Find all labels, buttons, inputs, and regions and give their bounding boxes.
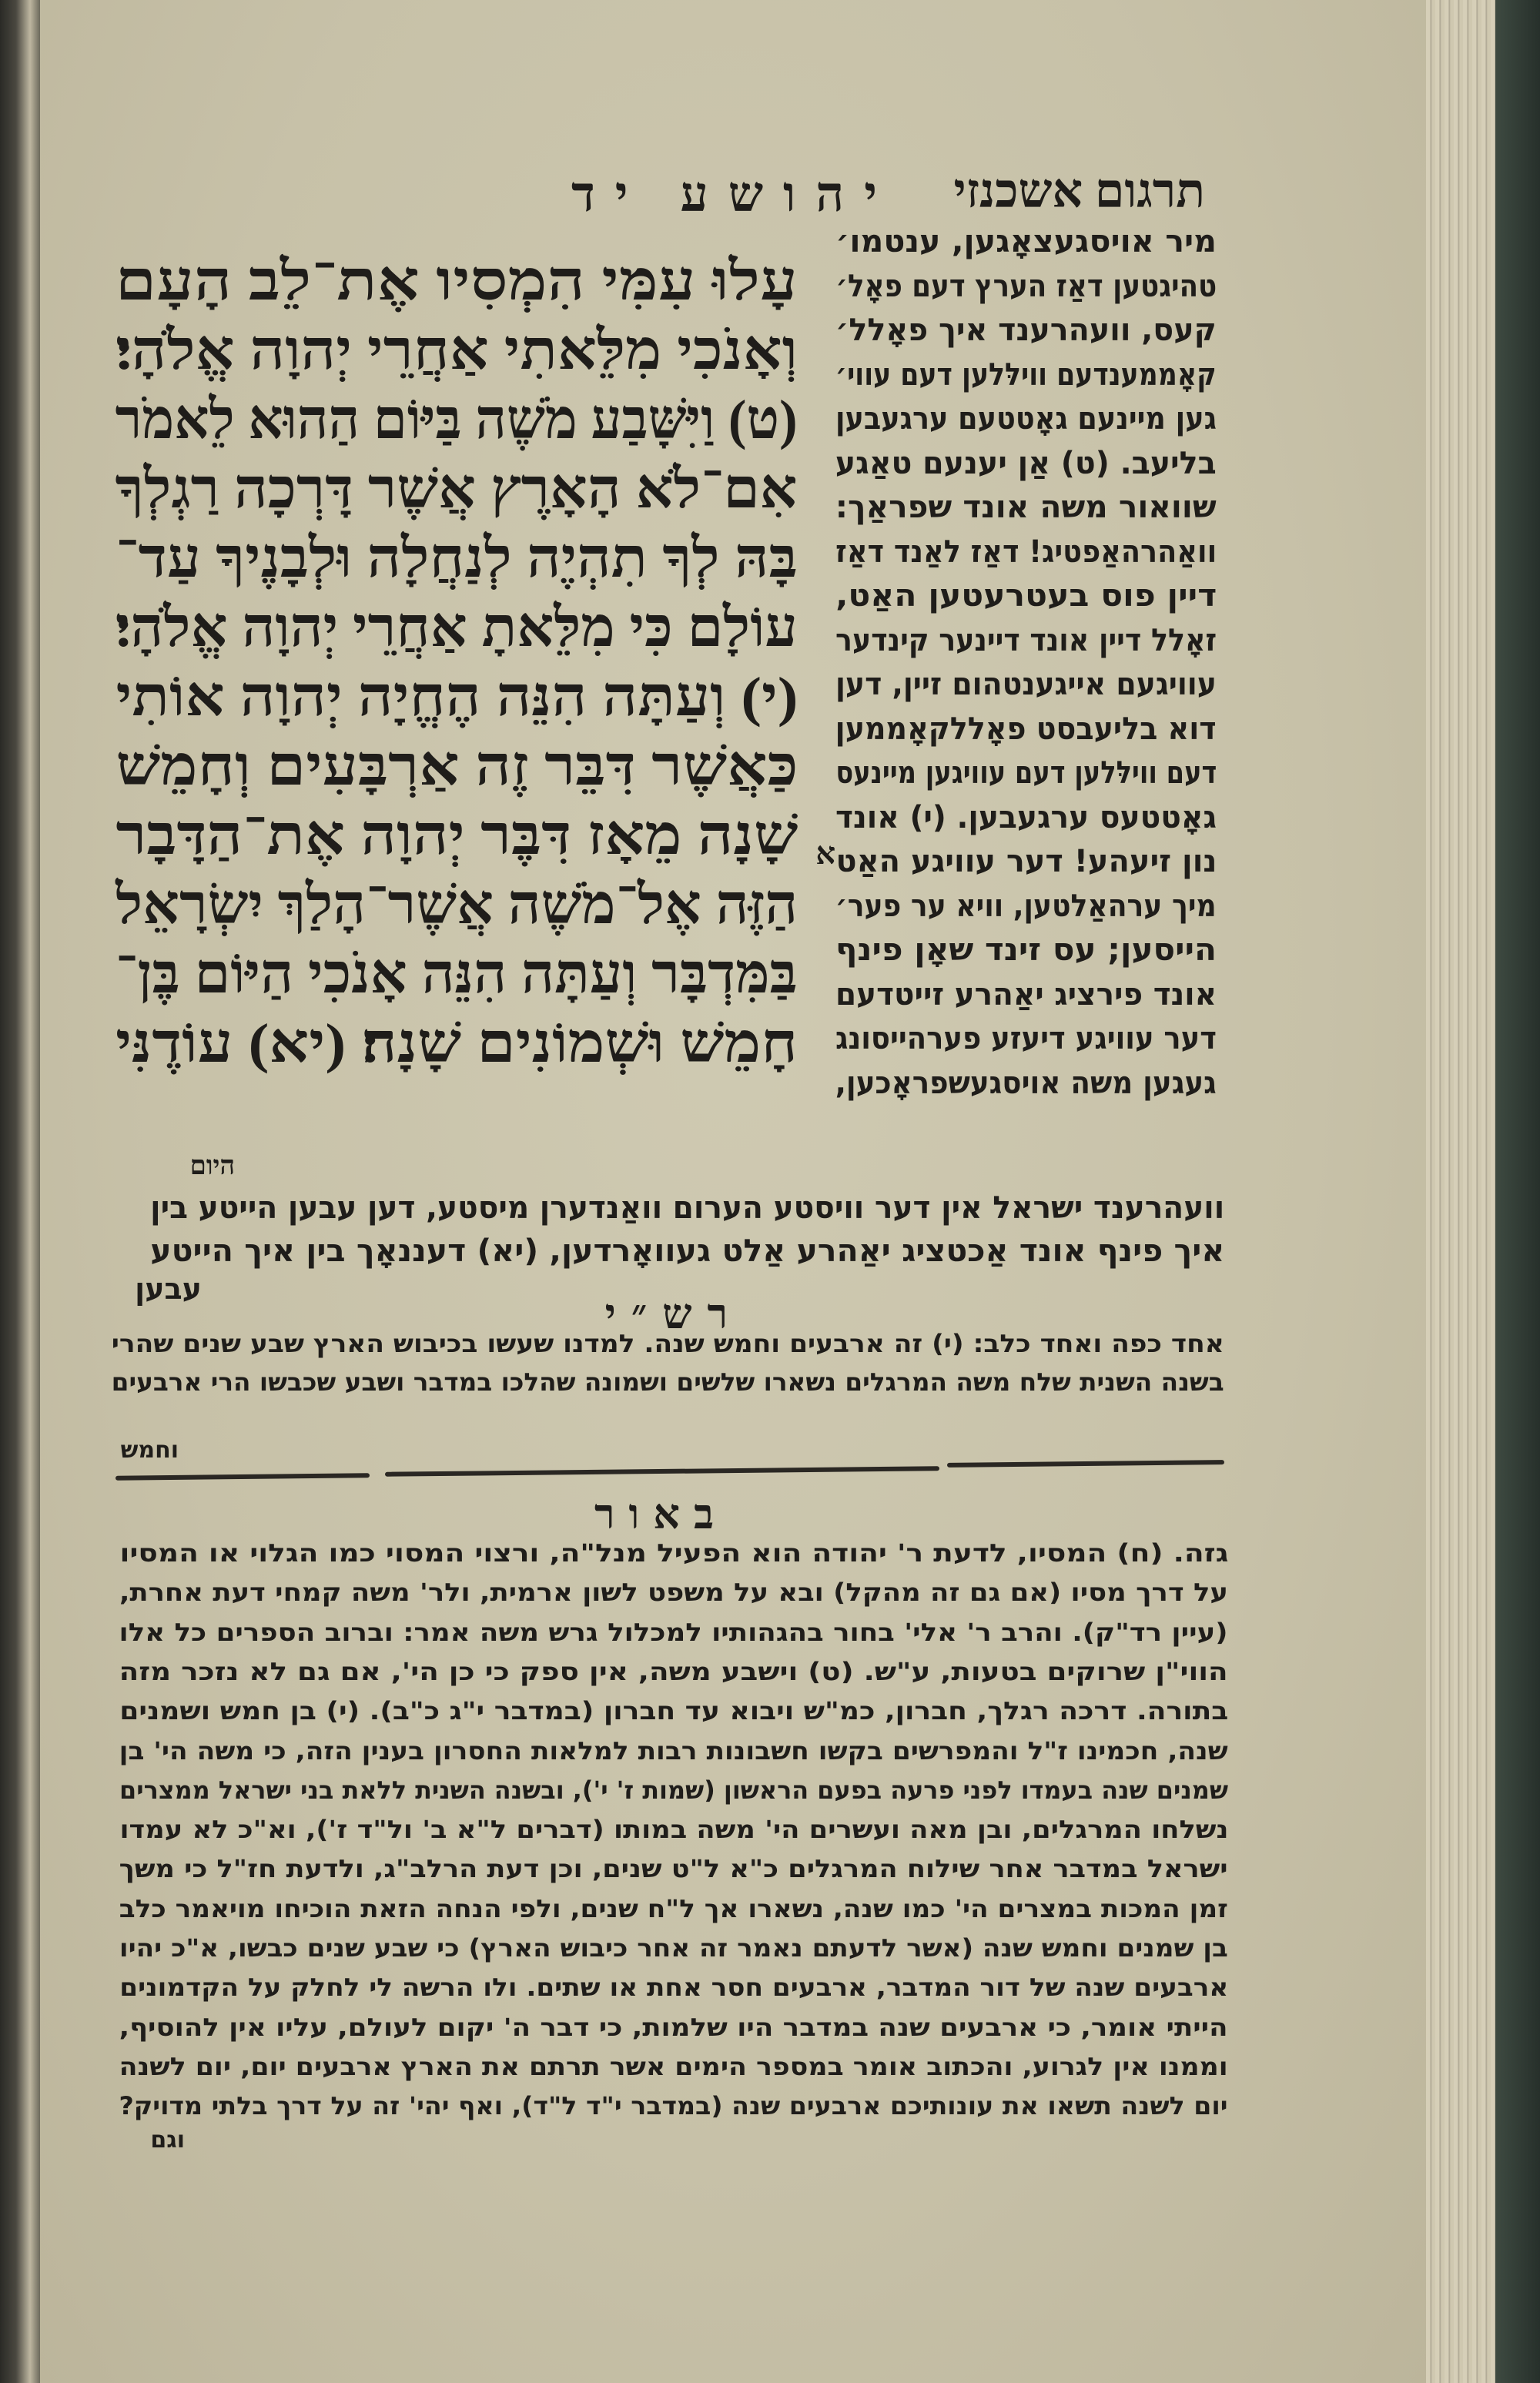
translation-line-text: דיין פוס בעטרעטען האַט,: [835, 578, 1217, 614]
book-gutter-left: [0, 0, 40, 2383]
catchword-biur: [150, 2127, 185, 2154]
bible-verse-line: [116, 872, 798, 938]
biur-line: [119, 1538, 1228, 1568]
translation-line: [835, 755, 1217, 792]
translation-line-text: קעס, וועהרענד איך פאָלל׳: [835, 313, 1217, 348]
translation-full-line-text: וועהרענד ישראל אין דער וויסטע הערום וואַנדערן מיסטע, דען עבען הייטע בין: [150, 1190, 1224, 1226]
biur-line-text: ארבעים שנה של דור המדבר, ארבעים חסר אחת או שתים. ולו הרשה לי לחלק על הקדמונים: [119, 1973, 1228, 2003]
translation-line: [835, 622, 1217, 659]
bible-verse-line: [116, 248, 798, 314]
biur-line-text: בתורה. דרכה רגלך, חברון, כמ"ש ויבוא עד חברון (במדבר י"ג כ"ב). (י) בן חמש ושמנים: [119, 1696, 1228, 1726]
bible-verse-line: [116, 1010, 798, 1076]
biur-line-text: יום לשנה תשאו את עונותיכם ארבעים שנה (במדבר י"ד ל"ד), ואף יהי' זה על דרך בלתי מדויק?: [119, 2091, 1228, 2121]
bible-verse-line: [116, 317, 798, 383]
translation-line: [835, 356, 1217, 393]
biur-line: [119, 2052, 1228, 2081]
biur-heading-text: באור: [594, 1491, 728, 1538]
translation-line: [835, 843, 1217, 880]
biur-line-text: שנה, חכמינו ז"ל והמפרשים בקשו חשבונות רבות למלאות החסרון בענין הזה, כי משה הי' בן: [119, 1735, 1228, 1765]
catchword-yiddish: [135, 1272, 202, 1307]
running-head-book-chapter: [571, 166, 897, 225]
page-edges: [1426, 0, 1495, 2383]
translation-line: [835, 888, 1217, 925]
biur-line: [119, 2091, 1228, 2120]
translation-line: [835, 223, 1217, 260]
translation-line: [835, 534, 1217, 571]
running-head-translation-text: תרגום אשכנזי: [953, 166, 1205, 218]
translation-line-text: וואַהרהאַפטיג! דאַז לאַנד דאַז: [835, 534, 1217, 570]
biur-line-text: הווי"ן שרוקים בטעות, ע"ש. (ט) וישבע משה, אין ספק כי כן הי', אם גם לא נזכר מזה: [119, 1656, 1228, 1686]
translation-line: [835, 489, 1217, 526]
bible-verse-line: [116, 594, 798, 661]
translation-line-text: דער עוויגע דיעזע פערהייסונג: [835, 1021, 1217, 1056]
translation-line-text: גאָטטעס ערגעבען. (י) אונד: [835, 799, 1217, 835]
bible-verse-line: [116, 525, 798, 591]
biur-line: [119, 1696, 1228, 1725]
bible-verse-line-text: חָמֵשׁ וּשְׁמוֹנִים שָׁנָה׃ (יא) עוֹדֶנִּי: [116, 1012, 798, 1074]
bible-verse-line-text: עָלוּ עִמִּי הִמְסִיו אֶת־לֵב הָעָם: [115, 250, 798, 312]
bible-verse-line-text: וְאָנֹכִי מִלֵּאתִי אַחֲרֵי יְהוָה אֱלֹהָי׃: [116, 320, 798, 381]
translation-line-text: זאָלל דיין אונד דיינער קינדער: [835, 622, 1217, 658]
catchword-biur-text: וגם: [150, 2127, 185, 2154]
translation-line-text: קאָממענדעם ווילּלען דעם עווי׳: [835, 356, 1217, 393]
translation-full-line-text: איך פינף אונד אַכטציג יאַהרע אַלט געוואָרדען, (יא) דעננאָך בין איך הייטע: [150, 1233, 1224, 1269]
translation-line: [835, 312, 1217, 349]
bible-verse-line-text: הַזֶּה אֶל־מֹשֶׁה אֲשֶׁר־הָלַךְ יִשְׂרָאֵל: [116, 874, 798, 935]
biur-line-text: זמן המכות במצרים הי' כמו שנה, נשארו אך ל"ח שנים, ולפי הנחה הזאת הוכיחו מויאמר כלב: [119, 1893, 1228, 1923]
biur-line-text: וממנו אין לגרוע, והכתוב אומר במספר הימים אשר תרתם את הארץ ארבעים יום, יום לשנה: [119, 2051, 1228, 2081]
translation-line-text: עוויגעם אייגענטהום זיין, דען: [835, 667, 1217, 702]
biur-line-text: (עיין רד"ק). והרב ר' אלי' בחור בהגהותיו למכלול גרש משה אמר: וברוב הספרים כל אלו: [119, 1617, 1228, 1647]
translation-line: [835, 711, 1217, 748]
translation-line-text: געגען משה אויסגעשפראָכען,: [835, 1065, 1217, 1101]
biur-line-text: נשלחו המרגלים, ובן מאה ועשרים הי' משה במותו (דברים ל"א ב' ול"ד ז'), וא"כ לא עמדו: [119, 1815, 1228, 1845]
rashi-line-text: בשנה השנית שלח משה המרגלים נשארו שלשים ושמונה שהלכו במדבר ושבע שכבשו הרי ארבעים: [112, 1367, 1224, 1397]
biur-line: [119, 1657, 1228, 1686]
bible-verse-line: [116, 802, 798, 869]
biur-line: [119, 1578, 1228, 1607]
rashi-line: [112, 1329, 1224, 1358]
bible-verse-line: [116, 941, 798, 1007]
translation-line-text: אונד פירציג יאַהרע זייטדעם: [835, 976, 1217, 1012]
rashi-line-text: אחד כפה ואחד כלב: (י) זה ארבעים וחמש שנה. למדנו שעשו בכיבוש הארץ שבע שנים שהרי: [112, 1329, 1224, 1358]
biur-line-text: שמנים שנה בעמדו לפני פרעה בפעם הראשון (שמות ז' י'), ובשנה השנית ללאת בני ישראל ממצרים: [119, 1775, 1228, 1805]
marginal-letter: [815, 835, 835, 872]
translation-line-text: מיר אויסגעצאָגען, ענטמו׳: [835, 224, 1217, 259]
biur-line: [119, 1894, 1228, 1923]
bible-verse-line-text: עוֹלָם כִּי מִלֵּאתָ אַחֲרֵי יְהוָה אֱלֹהָי׃: [116, 597, 798, 658]
translation-line-text: טהיגטען דאַז הערץ דעם פאָל׳: [835, 268, 1217, 304]
catchword-rashi: [121, 1437, 179, 1464]
translation-line: [835, 445, 1217, 482]
biur-line: [119, 1973, 1228, 2002]
biur-line-text: גזה. (ח) המסיו, לדעת ר' יהודה הוא הפעיל מנל"ה, ורצוי המסוי כמו הגלוי או המסיו: [119, 1538, 1228, 1568]
translation-line-text: הייסען; עס זינד שאָן פינף: [835, 932, 1217, 968]
translation-line: [835, 400, 1217, 437]
translation-line: [835, 932, 1217, 969]
catchword-rashi-text: וחמש: [120, 1437, 179, 1464]
translation-line-text: דוא בליעבסט פאָללקאָממען: [835, 711, 1217, 747]
biur-heading: [594, 1490, 728, 1540]
biur-line-text: בן שמנים וחמש שנה (אשר לדעתם נאמר זה אחר כיבוש הארץ) כי שבע שנים כבשו, א"כ יהיו: [119, 1933, 1228, 1963]
translation-line: [835, 268, 1217, 305]
translation-line-text: בליעב. (ט) אַן יענעם טאַגע: [835, 445, 1217, 481]
translation-line-text: מיך ערהאַלטען, וויא ער פער׳: [835, 888, 1217, 924]
translation-line: [835, 799, 1217, 836]
catchword-hebrew: [190, 1151, 235, 1183]
biur-line: [119, 1933, 1228, 1963]
translation-line-text: גען מיינעם גאָטטעם ערגעבען: [835, 401, 1217, 437]
catchword-yiddish-text: עבען: [135, 1272, 202, 1306]
translation-line-text: דעם ווילּלען דעם עוויגען מיינעס: [835, 755, 1217, 791]
running-head-book-chapter-text: יהושע יד: [571, 167, 897, 222]
translation-line-text: נון זיעהע! דער עוויגע האַט: [835, 844, 1217, 879]
catchword-hebrew-text: היום: [189, 1152, 235, 1180]
translation-line: [835, 976, 1217, 1013]
book-cover-edge: [1495, 0, 1540, 2383]
translation-line: [835, 1065, 1217, 1102]
biur-line: [119, 2013, 1228, 2042]
biur-line: [119, 1854, 1228, 1883]
biur-line-text: הייתי אומר, כי ארבעים שנה במדבר היו שלמות, כי דבר ה' יקום לעולם, עליו אין להוסיף,: [119, 2012, 1228, 2042]
bible-verse-line: [116, 733, 798, 799]
biur-line: [119, 1776, 1228, 1805]
bible-verse-line-text: בַּמִּדְבָּר וְעַתָּה הִנֵּה אָנֹכִי הַיּוֹם בֶּן־: [116, 943, 798, 1005]
bible-verse-line-text: (ט) וַיִּשָּׁבַע מֹשֶׁה בַּיּוֹם הַהוּא לֵאמֹר: [116, 389, 798, 450]
bible-verse-line-text: שָׁנָה מֵאָז דִּבֶּר יְהוָה אֶת־הַדָּבָר: [116, 805, 798, 866]
biur-line-text: על דרך מסיו (אם גם זה מהקל) ובא על משפט לשון ארמית, ולר' משה קמחי דעת אחרת,: [119, 1578, 1228, 1608]
translation-line: [835, 666, 1217, 703]
bible-verse-line-text: (י) וְעַתָּה הִנֵּה הֶחֱיָה יְהוָה אוֹתִי: [115, 666, 798, 728]
marginal-letter-text: א: [815, 836, 835, 871]
translation-line: [835, 1020, 1217, 1057]
translation-full-line: [150, 1190, 1224, 1227]
bible-verse-line: [116, 664, 798, 730]
running-head-translation: [954, 163, 1206, 220]
translation-full-line: [150, 1233, 1224, 1270]
bible-verse-line-text: כַּאֲשֶׁר דִּבֵּר זֶה אַרְבָּעִים וְחָמֵשׁ: [116, 735, 798, 797]
rashi-heading-text: רש״י: [604, 1291, 743, 1337]
bible-verse-line-text: בָּהּ לְךָ תִהְיֶה לְנַחֲלָה וּלְבָנֶיךָ עַד־: [116, 527, 798, 589]
bible-verse-line-text: אִם־לֹא הָאָרֶץ אֲשֶׁר דָּרְכָה רַגְלְךָ: [116, 458, 798, 520]
biur-line: [119, 1736, 1228, 1765]
translation-line: [835, 577, 1217, 614]
rashi-line: [112, 1367, 1224, 1397]
biur-line: [119, 1815, 1228, 1844]
translation-line-text: שוואור משה אונד שפראַך:: [835, 490, 1217, 525]
biur-line: [119, 1618, 1228, 1647]
biur-line-text: ישראל במדבר אחר שילוח המרגלים כ"א ל"ט שנים, וכן דעת הרלב"ג, ולדעת חז"ל כי משך: [119, 1854, 1228, 1884]
bible-verse-line: [116, 387, 798, 453]
bible-verse-line: [116, 456, 798, 522]
